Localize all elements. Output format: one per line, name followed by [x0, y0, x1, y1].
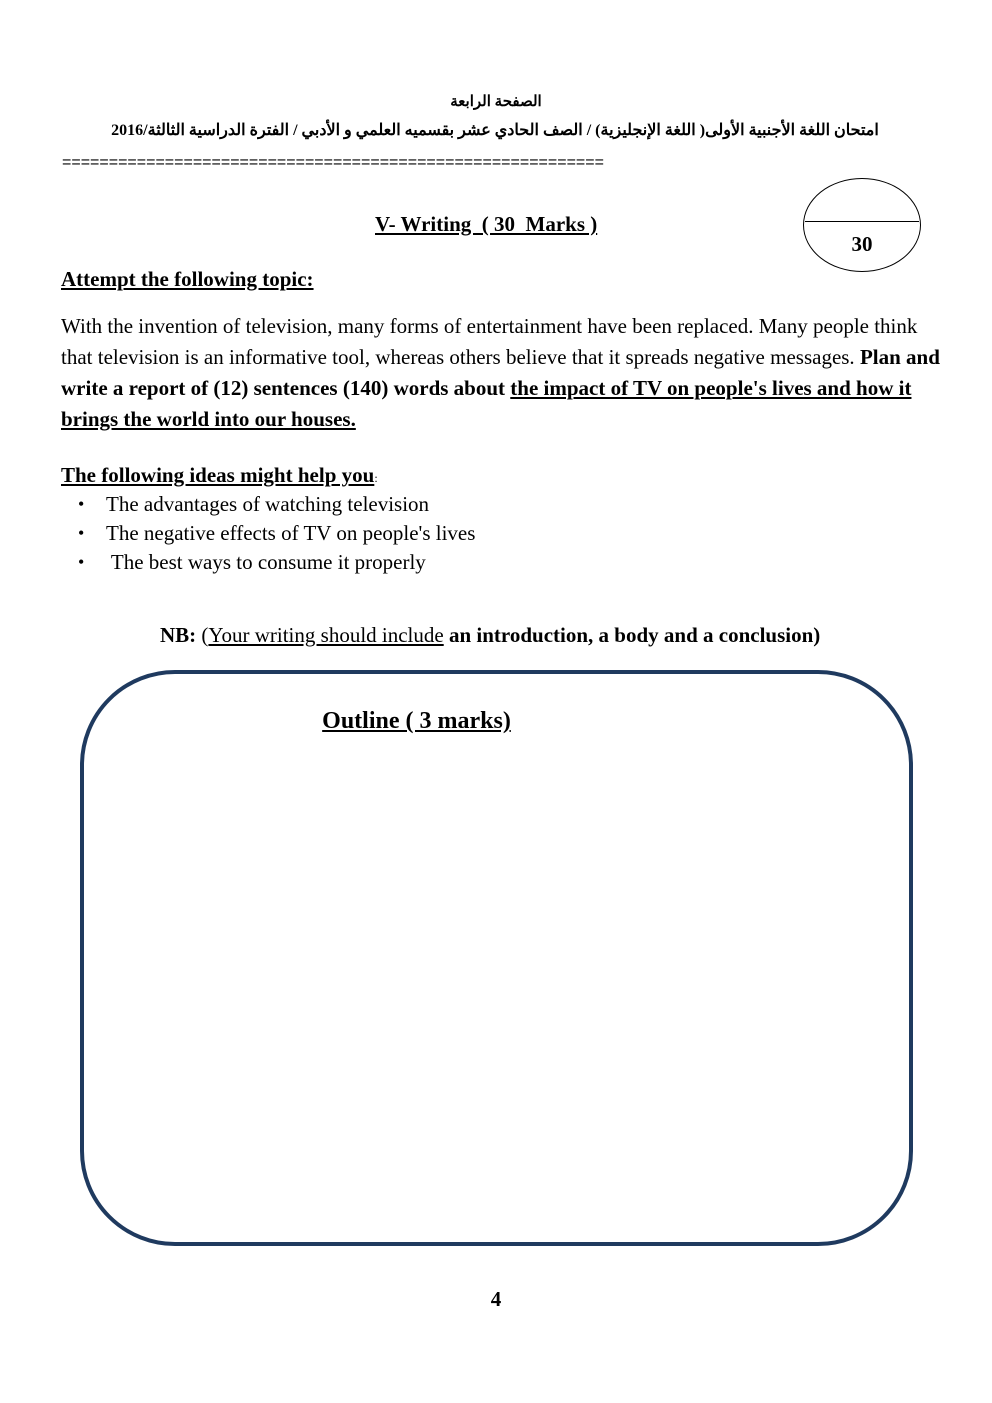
page-label-arabic: الصفحة الرابعة	[450, 94, 542, 110]
ideas-heading-text: The following ideas might help you	[61, 463, 375, 487]
bullet-icon: •	[78, 552, 85, 572]
list-item	[78, 548, 475, 577]
note-underlined: Your writing should include	[208, 623, 444, 647]
topic-heading: Attempt the following topic:	[61, 267, 314, 291]
bullet-icon: •	[78, 523, 85, 543]
outline-title-text: Outline ( 3 marks)	[322, 708, 511, 734]
note-bold: an introduction, a body and a conclusion)	[443, 623, 821, 647]
ideas-heading-colon: :	[374, 471, 378, 485]
idea-text: The negative effects of TV on people's lives	[106, 521, 476, 545]
topic-paragraph	[61, 311, 951, 435]
outline-title	[80, 708, 913, 735]
separator-line: ==========================================================	[62, 154, 604, 171]
section-title: V- Writing ( 30 Marks )	[375, 212, 598, 236]
topic-instruction: Plan and write a report of (12) sentences (140) words about	[61, 345, 940, 400]
idea-text: The advantages of watching television	[106, 492, 430, 516]
ideas-heading	[61, 463, 378, 488]
note-label: NB:	[160, 623, 197, 647]
outline-answer-box[interactable]	[80, 670, 913, 1246]
bullet-icon: •	[78, 494, 85, 514]
idea-text: The best ways to consume it properly	[106, 550, 426, 574]
writing-note	[160, 623, 820, 648]
note-open-paren: (	[196, 623, 209, 647]
score-value: 30	[851, 232, 873, 256]
score-divider	[805, 221, 919, 222]
list-item	[78, 519, 475, 548]
topic-subject: the impact of TV on people's lives and how it brings the world into our houses.	[61, 376, 912, 431]
topic-intro: With the invention of television, many forms of entertainment have been replaced. Many people think that television is an informative tool, whereas others believe that it spreads negative messages.	[61, 314, 918, 369]
exam-title-arabic: امتحان اللغة الأجنبية الأولى( اللغة الإنجليزية) / الصف الحادي عشر بقسميه العلمي و الأدبي / الفترة الدراسية الثالثة/2016	[111, 122, 879, 139]
list-item	[78, 490, 475, 519]
page-number: 4	[490, 1287, 502, 1311]
score-oval	[803, 178, 921, 272]
ideas-list	[78, 490, 475, 577]
